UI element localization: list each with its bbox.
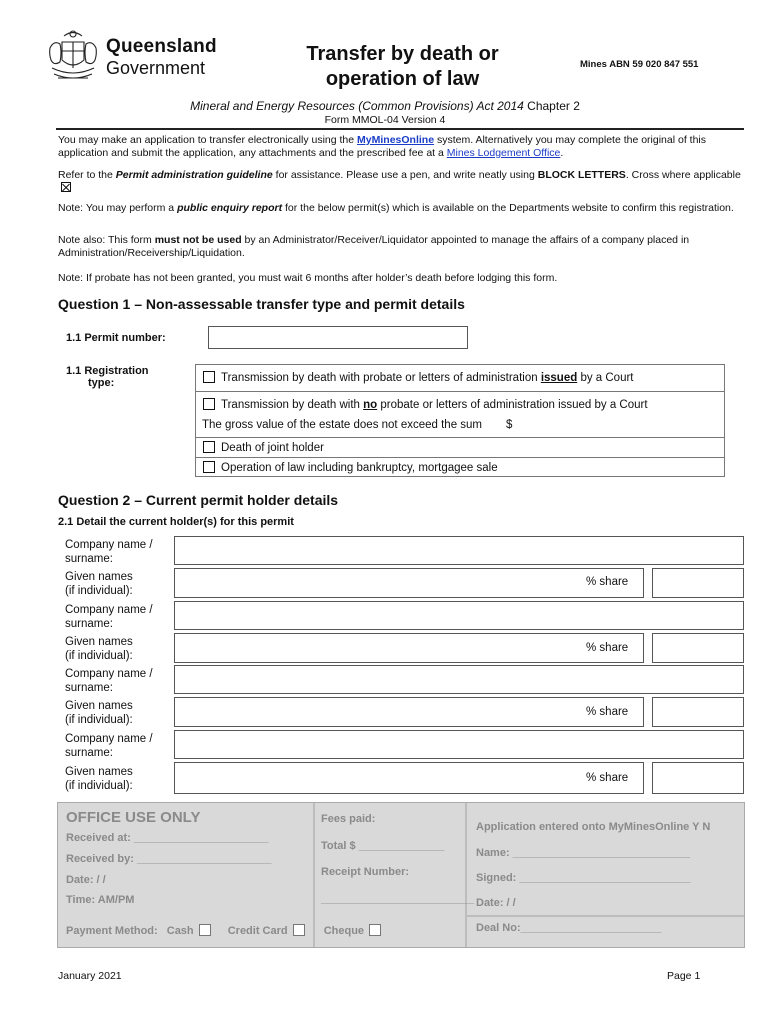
intro-paragraph-1: You may make an application to transfer electronically using the MyMinesOnline system. Alternatively you may complete the original of this application and submit the application, any attachments and the prescribed fee at a Mines Lodgement Office. (58, 134, 707, 159)
office-signed-field: Signed: ____________________________ (476, 872, 691, 884)
reg-option-3-checkbox[interactable] (203, 441, 215, 453)
holder-2-share-label: % share (586, 642, 629, 654)
holder-2-company-label: Company name / surname: (65, 604, 153, 630)
queensland-government-logo (44, 28, 234, 84)
holder-3-company-field[interactable] (174, 665, 744, 694)
fees-paid-label: Fees paid: (321, 813, 376, 825)
holder-1-given-label: Given names (if individual): (65, 571, 133, 597)
holder-4-share-label: % share (586, 772, 629, 784)
receipt-number-line: _________________________ (321, 893, 474, 905)
holder-3-given-field[interactable] (174, 697, 644, 727)
holder-3-share-label: % share (586, 706, 629, 718)
reg-option-4: Operation of law including bankruptcy, mortgagee sale (196, 457, 724, 477)
permit-number-field[interactable] (208, 326, 468, 349)
credit-card-checkbox[interactable] (293, 924, 305, 936)
mymines-online-link[interactable]: MyMinesOnline (357, 134, 435, 146)
holder-4-company-field[interactable] (174, 730, 744, 759)
office-use-panel (57, 802, 745, 948)
received-at-field: Received at: ______________________ (66, 832, 269, 844)
reg-option-1: Transmission by death with probate or letters of administration issued by a Court (196, 365, 724, 391)
received-by-field: Received by: ______________________ (66, 853, 272, 865)
mines-lodgement-office-link[interactable]: Mines Lodgement Office (446, 147, 561, 159)
payment-method-row: Payment Method: Cash Credit Card Cheque (66, 924, 381, 937)
form-number: Form MMOL-04 Version 4 (324, 114, 446, 126)
act-reference: Mineral and Energy Resources (Common Provisions) Act 2014 Chapter 2 (190, 99, 580, 113)
permit-number-label: 1.1 Permit number: (66, 332, 166, 344)
estate-value-line: The gross value of the estate does not exceed the sum $ (202, 419, 513, 431)
holder-4-given-field[interactable] (174, 762, 644, 794)
holder-4-share-field[interactable] (652, 762, 744, 794)
footer-date: January 2021 (58, 970, 122, 982)
holder-1-company-field[interactable] (174, 536, 744, 565)
holder-2-share-field[interactable] (652, 633, 744, 663)
cross-example-icon (61, 182, 71, 192)
header-divider (56, 128, 744, 130)
logo-text-queensland: Queensland (106, 36, 217, 57)
mymines-entered-label: Application entered onto MyMinesOnline Y N (476, 821, 711, 833)
office-use-title: OFFICE USE ONLY (66, 809, 201, 826)
question-2-heading: Question 2 – Current permit holder details (58, 492, 339, 508)
reg-option-4-checkbox[interactable] (203, 461, 215, 473)
footer-page-number: Page 1 (667, 970, 701, 982)
form-title: Transfer by death or operation of law (306, 43, 499, 90)
holder-1-company-label: Company name / surname: (65, 539, 153, 565)
abn-number: Mines ABN 59 020 847 551 (580, 59, 699, 70)
reg-option-1-checkbox[interactable] (203, 371, 215, 383)
deal-number-field: Deal No:_______________________ (476, 922, 662, 934)
office-name-field: Name: _____________________________ (476, 847, 691, 859)
total-field: Total $ ______________ (321, 840, 445, 852)
holder-3-company-label: Company name / surname: (65, 668, 153, 694)
reg-option-2: Transmission by death with no probate or letters of administration issued by a Court The gross value of the estate does not exceed the sum $ (196, 391, 724, 437)
cheque-checkbox[interactable] (369, 924, 381, 936)
receipt-number-label: Receipt Number: (321, 866, 410, 878)
office-time-field: Time: AM/PM (66, 894, 135, 906)
office-date2-field: Date: / / (476, 897, 516, 909)
holder-4-company-label: Company name / surname: (65, 733, 153, 759)
holder-2-given-label: Given names (if individual): (65, 636, 133, 662)
holder-3-share-field[interactable] (652, 697, 744, 727)
reg-option-3: Death of joint holder (196, 437, 724, 457)
intro-paragraph-2: Refer to the Permit administration guideline for assistance. Please use a pen, and write neatly using BLOCK LETTERS. Cross where applicable (58, 169, 748, 195)
holder-1-given-field[interactable] (174, 568, 644, 598)
cash-checkbox[interactable] (199, 924, 211, 936)
question-1-heading: Question 1 – Non-assessable transfer type and permit details (58, 296, 465, 312)
office-date-field: Date: / / (66, 874, 106, 886)
registration-type-label: 1.1 Registration type: (66, 365, 149, 389)
logo-text-government: Government (106, 58, 206, 78)
intro-paragraph-5: Note: If probate has not been granted, you must wait 6 months after holder’s death before lodging this form. (58, 272, 558, 284)
intro-paragraph-3: Note: You may perform a public enquiry report for the below permit(s) which is available on the Departments website to confirm this registration. (58, 202, 734, 214)
holder-2-company-field[interactable] (174, 601, 744, 630)
holder-4-given-label: Given names (if individual): (65, 766, 133, 792)
holder-details-subheading: 2.1 Detail the current holder(s) for this permit (58, 516, 294, 528)
holder-1-share-label: % share (586, 576, 629, 588)
holder-3-given-label: Given names (if individual): (65, 700, 133, 726)
coat-of-arms-icon (44, 28, 102, 84)
reg-option-2-checkbox[interactable] (203, 398, 215, 410)
intro-paragraph-4: Note also: This form must not be used by an Administrator/Receiver/Liquidator appointed to manage the affairs of a company placed in Administration/Receivership/Liquidation. (58, 234, 690, 259)
registration-type-table (195, 364, 725, 477)
holder-2-given-field[interactable] (174, 633, 644, 663)
holder-1-share-field[interactable] (652, 568, 744, 598)
